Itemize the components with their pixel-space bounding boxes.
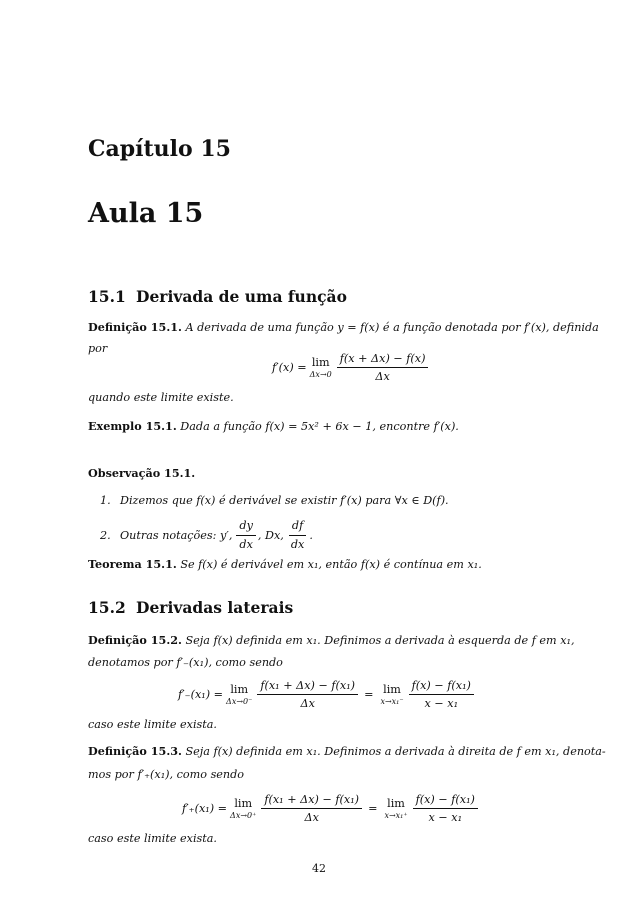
limit-operator: lim Δx→0⁺ bbox=[230, 797, 257, 820]
limit-operator: lim x→x₁⁺ bbox=[384, 797, 408, 820]
definition-text: Seja f(x) definida em x₁. Definimos a derivada à esquerda de f em x₁, bbox=[185, 634, 575, 647]
list-item-mid: , Dx, bbox=[257, 528, 284, 542]
definition-15-3-after: caso este limite exista. bbox=[88, 832, 217, 845]
difference-quotient: $\frac{\text{f(x₁ + Δx) − f(x₁)}}{\Delta x}$ bbox=[261, 793, 362, 824]
section-number: 15.1 bbox=[88, 287, 126, 306]
formula-lhs: f′₊(x₁) = bbox=[182, 802, 228, 815]
section-title: Derivadas laterais bbox=[136, 598, 294, 617]
section-heading-15-2 bbox=[88, 598, 293, 617]
page-number: 42 bbox=[312, 862, 326, 875]
observation-item-1 bbox=[100, 494, 449, 508]
definition-text: A derivada de uma função y = f(x) é a função denotada por f′(x), definida bbox=[185, 321, 599, 334]
definition-label: Definição 15.2. bbox=[88, 633, 182, 647]
definition-15-2-after: caso este limite exista. bbox=[88, 718, 217, 731]
observation-label: Observação 15.1. bbox=[88, 466, 196, 480]
definition-15-1-line1 bbox=[88, 320, 599, 335]
list-item-end: . bbox=[309, 528, 313, 542]
difference-quotient: $\frac{\text{f(x₁ + Δx) − f(x₁)}}{\Delta x}$ bbox=[257, 679, 358, 710]
definition-15-2-formula bbox=[178, 679, 476, 710]
section-heading-15-1 bbox=[88, 287, 347, 306]
section-title: Derivada de uma função bbox=[136, 287, 347, 306]
list-item-text: Dizemos que f(x) é derivável se existir f′(x) para ∀x ∈ D(f). bbox=[120, 494, 449, 507]
list-item-text: Outras notações: y′, bbox=[120, 528, 233, 542]
definition-15-1-formula bbox=[272, 352, 430, 383]
dy-dx-fraction: $\frac{dy}{dx}$ bbox=[236, 519, 255, 552]
limit-operator: lim Δx→0⁻ bbox=[226, 683, 253, 706]
list-number: 1. bbox=[100, 494, 111, 507]
theorem-15-1 bbox=[88, 557, 482, 572]
equals-sign: = bbox=[368, 802, 378, 815]
difference-quotient: $\frac{\text{f(x) − f(x₁)}}{\text{x − x₁}}$ bbox=[413, 793, 478, 824]
example-15-1 bbox=[88, 419, 459, 434]
df-dx-fraction: $\frac{df}{dx}$ bbox=[290, 519, 305, 551]
definition-15-1-after: quando este limite existe. bbox=[88, 391, 234, 404]
example-label: Exemplo 15.1. bbox=[88, 419, 177, 433]
definition-15-2-line1 bbox=[88, 633, 575, 648]
difference-quotient: $\frac{\text{f(x) − f(x₁)}}{\text{x − x₁}}$ bbox=[409, 679, 474, 710]
section-number: 15.2 bbox=[88, 598, 126, 617]
definition-label: Definição 15.1. bbox=[88, 320, 182, 334]
definition-label: Definição 15.3. bbox=[88, 744, 182, 758]
observation-item-2 bbox=[100, 519, 313, 552]
definition-15-3-line2: mos por f′₊(x₁), como sendo bbox=[88, 768, 245, 781]
formula-lhs: f′₋(x₁) = bbox=[178, 688, 224, 701]
example-text: Dada a função f(x) = 5x² + 6x − 1, encontre f′(x). bbox=[180, 420, 459, 433]
theorem-text: Se f(x) é derivável em x₁, então f(x) é contínua em x₁. bbox=[180, 558, 482, 571]
theorem-label: Teorema 15.1. bbox=[88, 557, 177, 571]
limit-operator: lim x→x₁⁻ bbox=[380, 683, 404, 706]
formula-lhs: f′(x) = bbox=[272, 361, 307, 374]
chapter-heading: Capítulo 15 bbox=[88, 136, 231, 162]
definition-15-1-line2: por bbox=[88, 342, 108, 355]
difference-quotient: $\frac{f(x + \Delta x) - f(x)}{\Delta x}$ bbox=[337, 352, 429, 383]
list-number: 2. bbox=[100, 528, 111, 542]
page-title: Aula 15 bbox=[88, 198, 204, 229]
definition-15-2-line2: denotamos por f′₋(x₁), como sendo bbox=[88, 656, 283, 669]
definition-15-3-line1 bbox=[88, 744, 606, 759]
equals-sign: = bbox=[364, 688, 374, 701]
definition-text: Seja f(x) definida em x₁. Definimos a derivada à direita de f em x₁, denota- bbox=[185, 745, 606, 758]
definition-15-3-formula bbox=[182, 793, 480, 824]
limit-operator: lim Δx→0 bbox=[309, 356, 332, 379]
